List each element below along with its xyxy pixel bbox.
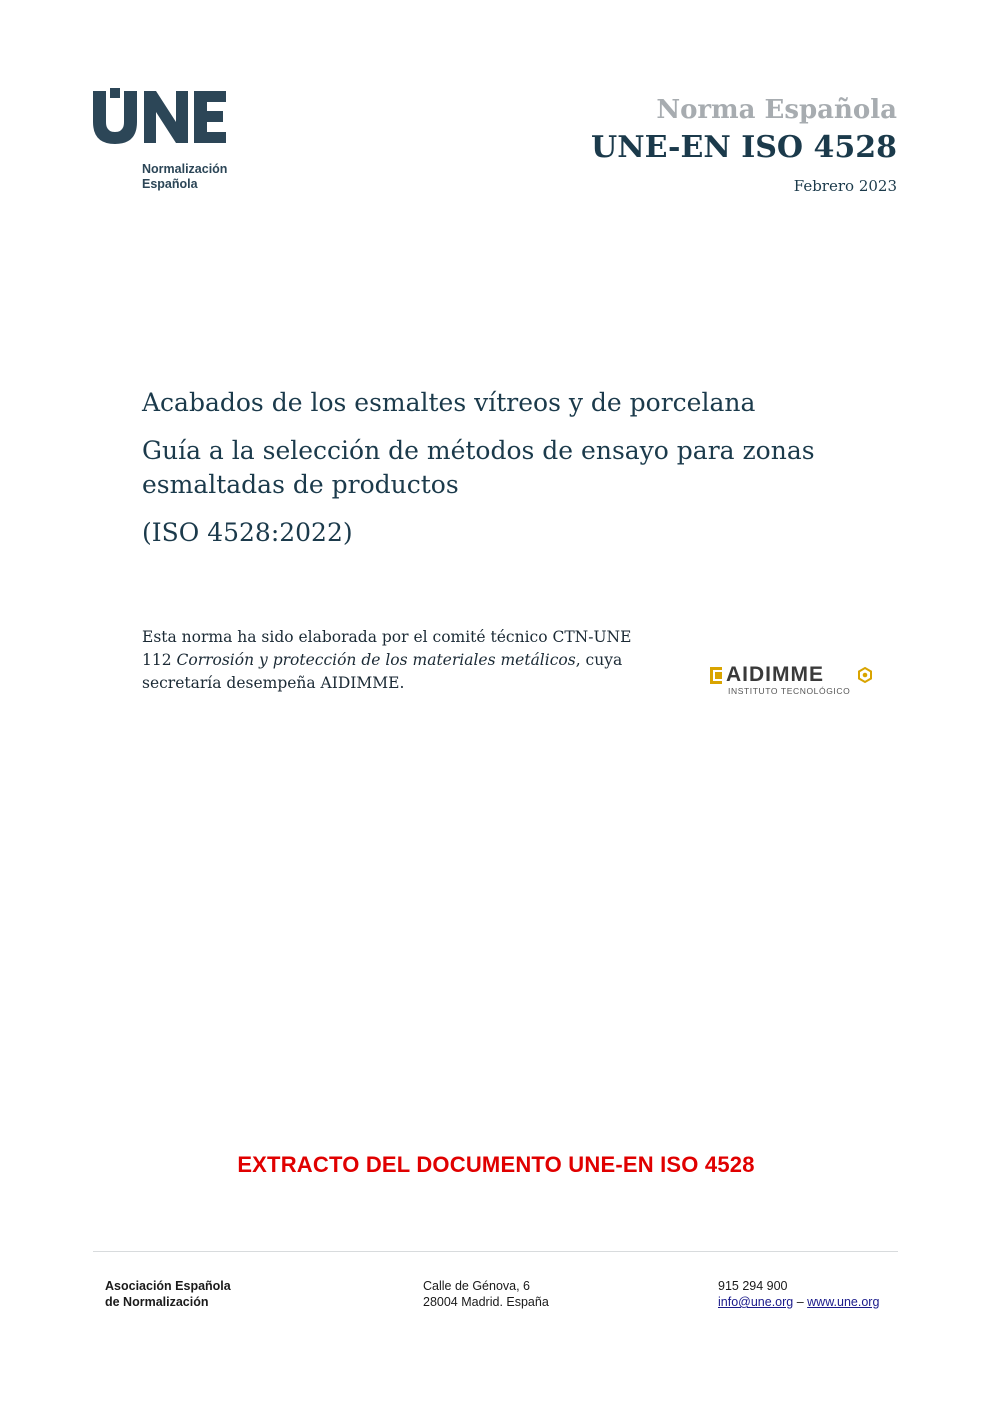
logo-subtitle: [142, 162, 227, 192]
footer-address: [423, 1278, 549, 1310]
footer-phone: 915 294 900: [718, 1279, 788, 1293]
footer-address-line1: Calle de Génova, 6: [423, 1279, 531, 1293]
footer-divider: [93, 1251, 898, 1252]
footer-address-line2: 28004 Madrid. España: [423, 1295, 549, 1309]
footer-links: [718, 1294, 879, 1310]
committee-text-before: Esta norma ha sido elaborada por el comité técnico CTN-UNE 112: [142, 628, 632, 669]
footer-contact: [718, 1278, 879, 1310]
title-iso-ref: (ISO 4528:2022): [142, 518, 353, 547]
norma-label: Norma Española: [656, 95, 897, 125]
aidimme-name: AIDIMME: [726, 663, 824, 686]
email-link[interactable]: info@une.org: [718, 1295, 794, 1309]
norma-code: UNE-EN ISO 4528: [591, 130, 897, 165]
title-sub: Guía a la selección de métodos de ensayo para zonas esmaltadas de productos: [142, 436, 815, 499]
footer-organization: [105, 1278, 231, 1310]
footer-org-line2: de Normalización: [105, 1295, 209, 1309]
title-block: [142, 386, 862, 550]
aidimme-logo: [708, 664, 878, 704]
logo-subtitle-line1: Normalización: [142, 162, 228, 176]
extract-notice: EXTRACTO DEL DOCUMENTO UNE-EN ISO 4528: [237, 1152, 755, 1177]
committee-name: Corrosión y protección de los materiales metálicos: [176, 651, 576, 669]
title-main: Acabados de los esmaltes vítreos y de porcelana: [142, 388, 756, 417]
committee-text-after: , cuya secretaría desempeña AIDIMME.: [142, 651, 623, 692]
website-link[interactable]: www.une.org: [807, 1295, 880, 1309]
footer-org-line1: Asociación Española: [105, 1279, 231, 1293]
logo-subtitle-line2: Española: [142, 177, 198, 191]
norma-date: Febrero 2023: [793, 177, 897, 195]
aidimme-tagline: INSTITUTO TECNOLÓGICO: [728, 686, 851, 696]
committee-statement: [142, 626, 642, 695]
footer-link-separator: –: [793, 1295, 808, 1309]
